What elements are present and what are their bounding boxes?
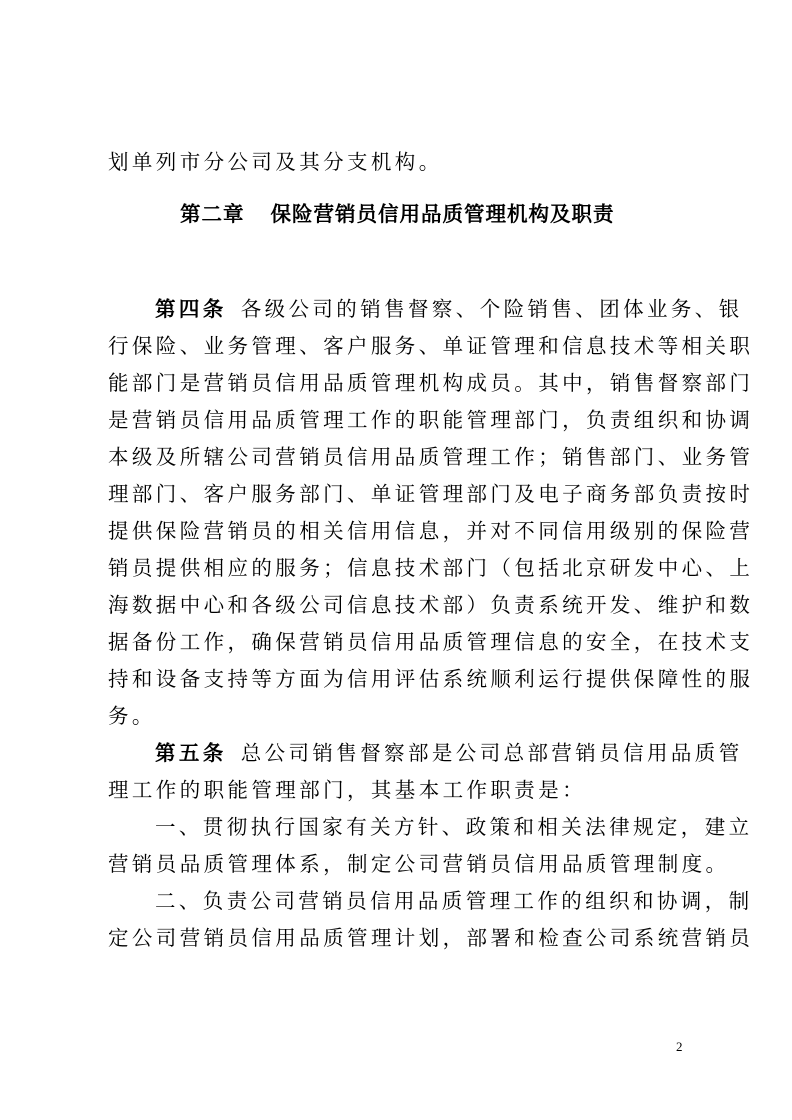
paragraph-line: 据备份工作，确保营销员信用品质管理信息的安全，在技术支	[108, 630, 754, 654]
chapter-title: 保险营销员信用品质管理机构及职责	[270, 202, 615, 226]
article-5-first-line	[155, 741, 743, 765]
paragraph-line: 一、贯彻执行国家有关方针、政策和相关法律规定，建立	[155, 815, 753, 839]
chapter-heading	[180, 202, 615, 226]
paragraph-text: 各级公司的销售督察、个险销售、团体业务、银	[240, 297, 743, 321]
paragraph-line: 提供保险营销员的相关信用信息，并对不同信用级别的保险营	[108, 519, 754, 543]
article-4-first-line	[155, 297, 743, 321]
paragraph-line: 二、负责公司营销员信用品质管理工作的组织和协调，制	[155, 889, 753, 913]
paragraph-line: 持和设备支持等方面为信用评估系统顺利运行提供保障性的服	[108, 667, 754, 691]
paragraph-line: 定公司营销员信用品质管理计划，部署和检查公司系统营销员	[108, 926, 754, 950]
paragraph-line: 是营销员信用品质管理工作的职能管理部门，负责组织和协调	[108, 408, 754, 432]
paragraph-line: 理部门、客户服务部门、单证管理部门及电子商务部负责按时	[108, 482, 754, 506]
paragraph-line: 划单列市分公司及其分支机构。	[108, 150, 443, 174]
paragraph-line: 本级及所辖公司营销员信用品质管理工作；销售部门、业务管	[108, 445, 754, 469]
chapter-number: 第二章	[180, 202, 245, 226]
paragraph-line: 营销员品质管理体系，制定公司营销员信用品质管理制度。	[108, 852, 730, 876]
paragraph-line: 销员提供相应的服务；信息技术部门（包括北京研发中心、上	[108, 556, 754, 580]
paragraph-line: 务。	[108, 704, 156, 728]
article-5-label: 第五条	[155, 741, 227, 765]
paragraph-line: 行保险、业务管理、客户服务、单证管理和信息技术等相关职	[108, 334, 754, 358]
paragraph-text: 总公司销售督察部是公司总部营销员信用品质管	[240, 741, 743, 765]
paragraph-line: 海数据中心和各级公司信息技术部）负责系统开发、维护和数	[108, 593, 754, 617]
page-number: 2	[676, 1039, 683, 1054]
article-4-label: 第四条	[155, 297, 227, 321]
paragraph-line: 能部门是营销员信用品质管理机构成员。其中，销售督察部门	[108, 371, 754, 395]
paragraph-line: 理工作的职能管理部门，其基本工作职责是：	[108, 778, 586, 802]
